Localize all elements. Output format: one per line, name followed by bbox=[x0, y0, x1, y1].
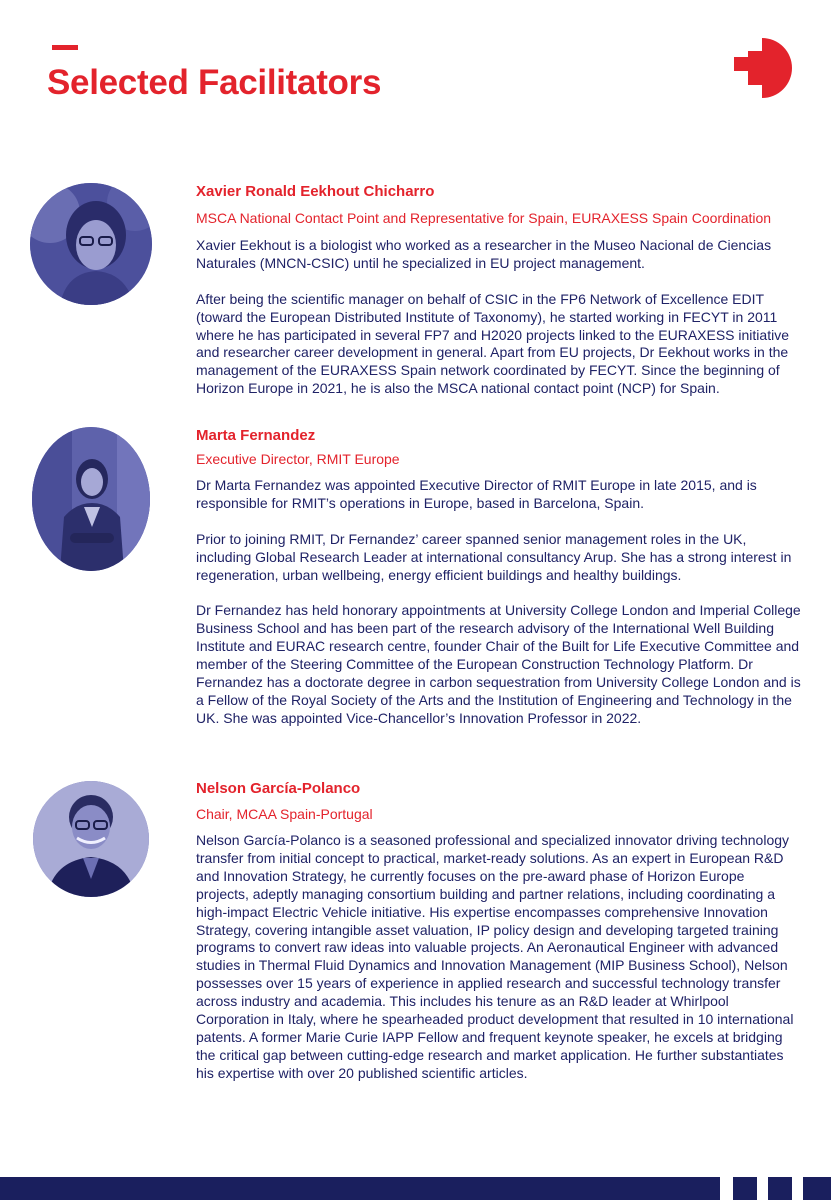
bio-paragraph: Dr Fernandez has held honorary appointments at University College London and Imperial College Business School and has been part of the research advisory of the International Well Building Institute and EURAC research centre, founder Chair of the Built for Life Executive Committee and member of the Steering Committee of the European Construction Technology Platform. Dr Fernandez has a doctorate degree in carbon sequestration from University College London and is a Fellow of the Royal Society of the Arts and the Institution of Engineering and Technology in the UK. She was appointed Vice-Chancellor’s Innovation Professor in 2022. bbox=[196, 602, 801, 726]
facilitator-role: Chair, MCAA Spain-Portugal bbox=[196, 806, 373, 822]
footer-block bbox=[803, 1177, 831, 1200]
facilitator-role: MSCA National Contact Point and Representative for Spain, EURAXESS Spain Coordination bbox=[196, 210, 772, 226]
title-accent-dash bbox=[52, 45, 78, 50]
facilitator-bio bbox=[196, 832, 801, 1083]
facilitator-bio bbox=[196, 477, 801, 728]
bio-paragraph: Dr Marta Fernandez was appointed Executive Director of RMIT Europe in late 2015, and is responsible for RMIT’s operations in Europe, based in Barcelona, Spain. bbox=[196, 477, 757, 511]
facilitator-photo bbox=[33, 781, 149, 897]
facilitator-name: Xavier Ronald Eekhout Chicharro bbox=[196, 183, 435, 200]
footer-block bbox=[768, 1177, 792, 1200]
footer-bar bbox=[0, 1177, 720, 1200]
facilitator-photo bbox=[30, 183, 152, 305]
bio-paragraph: Nelson García-Polanco is a seasoned professional and specialized innovator driving technology transfer from initial concept to practical, market-ready solutions. As an expert in European R&D and Innovation Strategy, he currently focuses on the pre-award phase of Horizon Europe projects, adeptly managing consortium building and partner relations, including coordinating a high-impact Electric Vehicle initiative. His expertise encompasses comprehensive Innovation Strategy, covering intangible asset valuation, IP policy design and developing targeted training programs to convert raw ideas into valuable projects. An Aeronautical Engineer with advanced studies in Thermal Fluid Dynamics and Innovation Management (MIP Business School), Nelson possesses over 15 years of experience in applied research and successful technology transfer across industry and academia. This includes his tenure as an R&D leader at Whirlpool Corporation in Italy, where he spearheaded product development that resulted in 10 international patents. A former Marie Curie IAPP Fellow and frequent keynote speaker, he excels at bridging the critical gap between cutting-edge research and market application. He further substantiates his expertise with over 20 published scientific articles. bbox=[196, 832, 794, 1081]
facilitator-bio bbox=[196, 237, 801, 398]
footer-block bbox=[733, 1177, 757, 1200]
facilitator-name: Nelson García-Polanco bbox=[196, 780, 361, 797]
bio-paragraph: After being the scientific manager on behalf of CSIC in the FP6 Network of Excellence EDIT (toward the European Distributed Institute of Taxonomy), he started working in FECYT in 2011 where he has participated in several FP7 and H2020 projects linked to the EURAXESS initiative and researcher career development in general. Apart from EU projects, Dr Eekhout works in the management of the EURAXESS Spain network coordinated by FECYT. Since the beginning of Horizon Europe in 2021, he is also the MSCA national contact point (NCP) for Spain. bbox=[196, 290, 789, 397]
brand-logo-icon bbox=[734, 38, 796, 98]
bio-paragraph: Prior to joining RMIT, Dr Fernandez’ career spanned senior management roles in the UK, including Global Research Leader at international consultancy Arup. She has a strong interest in regeneration, urban wellbeing, energy efficient buildings and healthy buildings. bbox=[196, 530, 792, 583]
facilitator-photo bbox=[32, 427, 150, 571]
bio-paragraph: Xavier Eekhout is a biologist who worked as a researcher in the Museo Nacional de Ciencias Naturales (MNCN-CSIC) until he specialized in EU project management. bbox=[196, 237, 772, 271]
page-title: Selected Facilitators bbox=[47, 63, 382, 102]
facilitator-role: Executive Director, RMIT Europe bbox=[196, 451, 400, 467]
facilitator-name: Marta Fernandez bbox=[196, 427, 316, 444]
